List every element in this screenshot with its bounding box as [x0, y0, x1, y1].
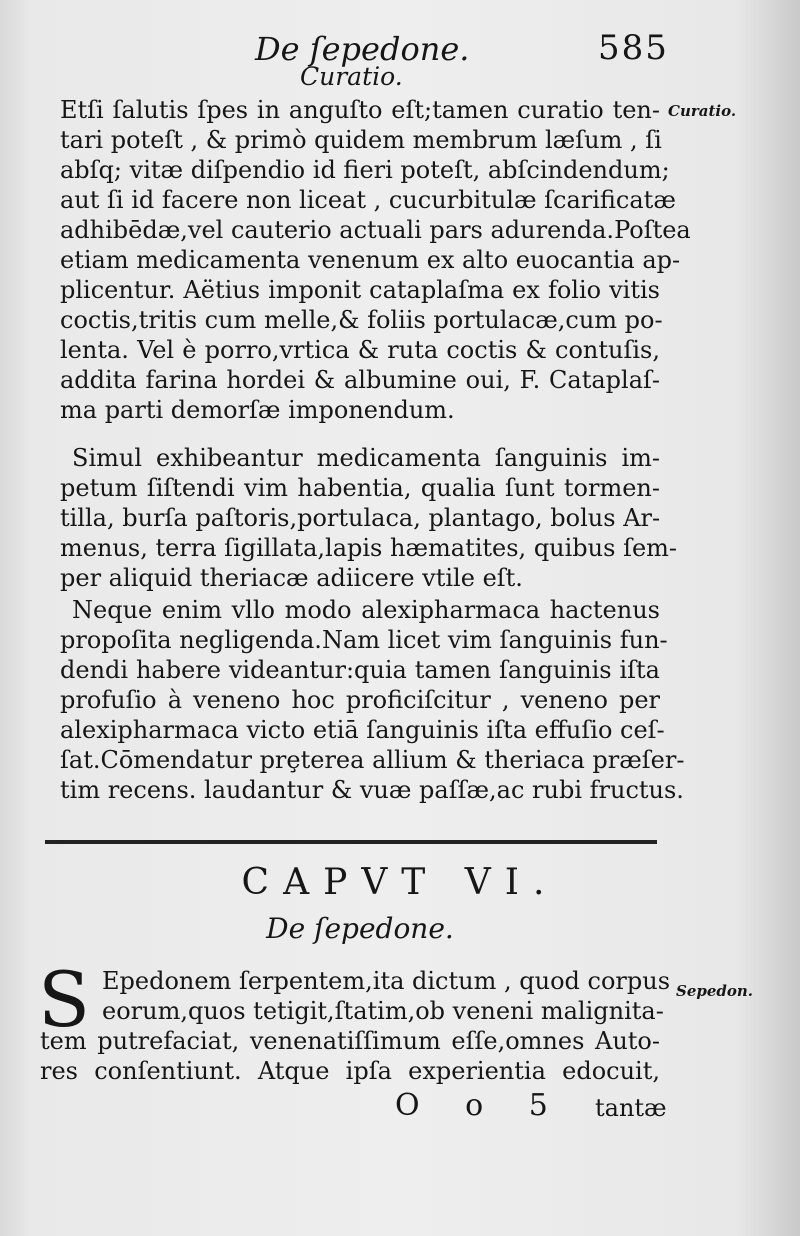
- paragraph-3: [60, 595, 685, 805]
- text-line: Etſi ſalutis ſpes in anguſto eſt;tamen curatio ten-: [60, 96, 660, 124]
- text-line: eorum,quos tetigit,ſtatim,ob veneni malignita-: [102, 997, 664, 1025]
- signature-mark: O o 5: [395, 1088, 566, 1123]
- text-line: tilla, burſa paſtoris,portulaca, plantago, bolus Ar-: [60, 504, 661, 532]
- text-line: ma parti demorſæ imponendum.: [60, 396, 455, 424]
- paragraph-2: [60, 443, 678, 593]
- paragraph-1: [60, 95, 691, 425]
- chapter-rule: [45, 840, 657, 844]
- text-line: adhibēdæ,vel cauterio actuali pars adurenda.Poſtea: [60, 216, 691, 244]
- text-line: ſat.Cōmendatur prȩterea allium & theriaca præſer-: [60, 746, 685, 774]
- text-line: addita farina hordei & albumine oui, F. Cataplaſ-: [60, 366, 660, 394]
- text-line: profuſio à veneno hoc proficiſcitur , veneno per: [60, 686, 660, 714]
- text-line: res conſentiunt. Atque ipſa experientia edocuit,: [40, 1057, 660, 1085]
- text-line: dendi habere videantur:quia tamen ſanguinis iſta: [60, 656, 660, 684]
- running-head: De ſepedone.: [255, 30, 470, 68]
- drop-cap: S: [38, 955, 91, 1044]
- text-line: propoſita negligenda.Nam licet vim ſanguinis fun-: [60, 626, 668, 654]
- page-number: 585: [598, 28, 669, 68]
- text-line: tim recens. laudantur & vuæ paſſæ,ac rubi fructus.: [60, 776, 684, 804]
- text-line: aut ſi id facere non liceat , cucurbitulæ ſcarificatæ: [60, 186, 676, 214]
- chapter-subtitle: De ſepedone.: [266, 912, 454, 945]
- text-line: etiam medicamenta venenum ex alto euocantia ap-: [60, 246, 681, 274]
- catchword: tantæ: [595, 1094, 667, 1122]
- margin-note-sepedon: Sepedon.: [676, 982, 754, 1000]
- text-line: Simul exhibeantur medicamenta ſanguinis im-: [72, 444, 660, 472]
- text-line: plicentur. Aëtius imponit cataplaſma ex folio vitis: [60, 276, 660, 304]
- text-line: coctis,tritis cum melle,& foliis portulacæ,cum po-: [60, 306, 663, 334]
- text-line: per aliquid theriacæ adiicere vtile eſt.: [60, 564, 523, 592]
- text-line: Epedonem ſerpentem,ita dictum , quod corpus: [102, 967, 671, 995]
- text-line: petum ſiſtendi vim habentia, qualia ſunt tormen-: [60, 474, 660, 502]
- chapter-title: CAPVT VI.: [241, 862, 559, 903]
- section-subhead: Curatio.: [300, 62, 403, 91]
- text-line: menus, terra ſigillata,lapis hæmatites, quibus ſem-: [60, 534, 678, 562]
- text-line: tari poteſt , & primò quidem membrum læſum , ſi: [60, 126, 662, 154]
- text-line: Neque enim vllo modo alexipharmaca hactenus: [72, 596, 660, 624]
- text-line: tem putrefaciat, venenatiſſimum eſſe,omnes Auto-: [40, 1027, 660, 1055]
- text-line: lenta. Vel è porro,vrtica & ruta coctis & contuſis,: [60, 336, 660, 364]
- text-line: abſq; vitæ diſpendio id fieri poteſt, abſcindendum;: [60, 156, 670, 184]
- text-line: alexipharmaca victo etiā ſanguinis iſta effuſio ceſ-: [60, 716, 665, 744]
- chapter-paragraph: [40, 966, 671, 1086]
- margin-note-curatio: Curatio.: [668, 102, 737, 120]
